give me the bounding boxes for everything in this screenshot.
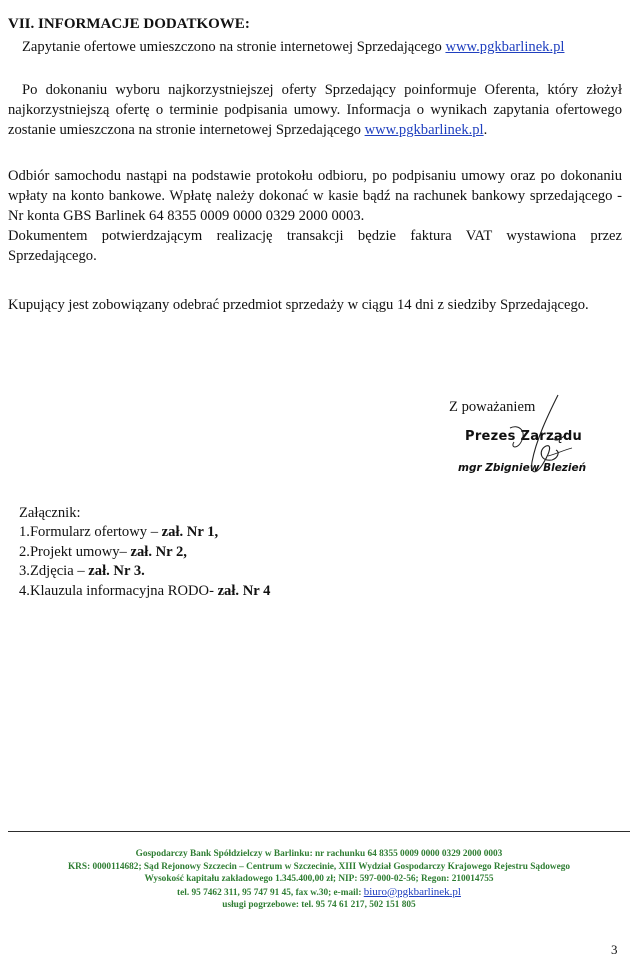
paragraph-2-end: . [483, 122, 488, 138]
attachments-list [19, 523, 270, 601]
attachment-text: 3.Zdjęcia – [19, 563, 89, 579]
signature-scribble [440, 390, 583, 490]
footer-divider [8, 831, 630, 832]
attachment-ref: zał. Nr 1, [161, 524, 219, 540]
heading: VII. INFORMACJE DODATKOWE: [8, 16, 250, 32]
attachment-item [19, 582, 270, 602]
paragraph-4-text: Kupujący jest zobowiązany odebrać przedmiot sprzedaży w ciągu 14 dni z siedziby Sprzedającego. [8, 297, 589, 313]
attachment-item [19, 562, 270, 582]
attachment-item [19, 523, 270, 543]
attachment-text: 2.Projekt umowy– [19, 543, 131, 560]
attachment-ref: zał. Nr 4 [217, 582, 271, 599]
website-link[interactable]: www.pgkbarlinek.pl [445, 39, 565, 55]
footer [8, 848, 630, 912]
footer-line-5: usługi pogrzebowe: tel. 95 74 61 217, 502 151 805 [222, 900, 416, 910]
footer-contact: tel. 95 7462 311, 95 747 91 45, fax w.30; e-mail: [177, 887, 364, 898]
attachment-text: 4.Klauzula informacyjna RODO- [19, 582, 218, 599]
attachment-text: 1.Formularz ofertowy – [19, 524, 162, 540]
closing: Z poważaniem [449, 399, 536, 415]
stamp-title: Prezes Zarządu [465, 429, 583, 444]
footer-email-link[interactable]: biuro@pgkbarlinek.pl [363, 885, 461, 898]
paragraph-3-text: Odbiór samochodu nastąpi na podstawie protokołu odbioru, po podpisaniu umowy oraz po dokonaniu wpłaty na konto bankowe. Wpłatę należy dokonać w kasie bądź na rachunek bankowy sprzedającego - Nr konta GBS Barlinek 64 8355 0009 0000 0329 2000 0003. [8, 168, 622, 224]
paragraph-1-text: Zapytanie ofertowe umieszczono na stronie internetowej Sprzedającego [22, 39, 446, 55]
footer-line-1: Gospodarczy Bank Spółdzielczy w Barlinku: nr rachunku 64 8355 0009 0000 0329 2000 0003 [135, 849, 503, 859]
attachment-ref: zał. Nr 3. [88, 563, 145, 579]
page-number: 3 [611, 942, 618, 957]
paragraph-2-text: Po dokonaniu wyboru najkorzystniejszej oferty Sprzedający poinformuje Oferenta, który złożył najkorzystniejszą ofertę o terminie podpisania umowy. Informacja o wynikach zapytania ofertowego zostanie umieszczona na stronie internetowej Sprzedającego [8, 82, 622, 138]
paragraph-1 [8, 37, 622, 57]
stamp-name: mgr Zbigniew Blezień [458, 462, 587, 474]
paragraph-2 [8, 80, 622, 140]
paragraph-3-text-2: Dokumentem potwierdzającym realizację transakcji będzie faktura VAT wystawiona przez Sprzedającego. [8, 228, 622, 264]
paragraph-3 [8, 166, 622, 266]
attachment-item [19, 543, 270, 563]
attachment-ref: zał. Nr 2, [130, 543, 187, 560]
footer-line-4 [8, 886, 630, 900]
paragraph-4 [8, 295, 622, 315]
footer-line-2: KRS: 0000114682; Sąd Rejonowy Szczecin – Centrum w Szczecinie, XIII Wydział Gospodarczy Krajowego Rejestru Sądowego [67, 861, 571, 872]
attachments-title: Załącznik: [19, 505, 81, 521]
footer-line-3: Wysokość kapitału zakładowego 1.345.400,00 zł; NIP: 597-000-02-56; Regon: 210014755 [144, 874, 494, 884]
website-link-2[interactable]: www.pgkbarlinek.pl [364, 122, 484, 138]
